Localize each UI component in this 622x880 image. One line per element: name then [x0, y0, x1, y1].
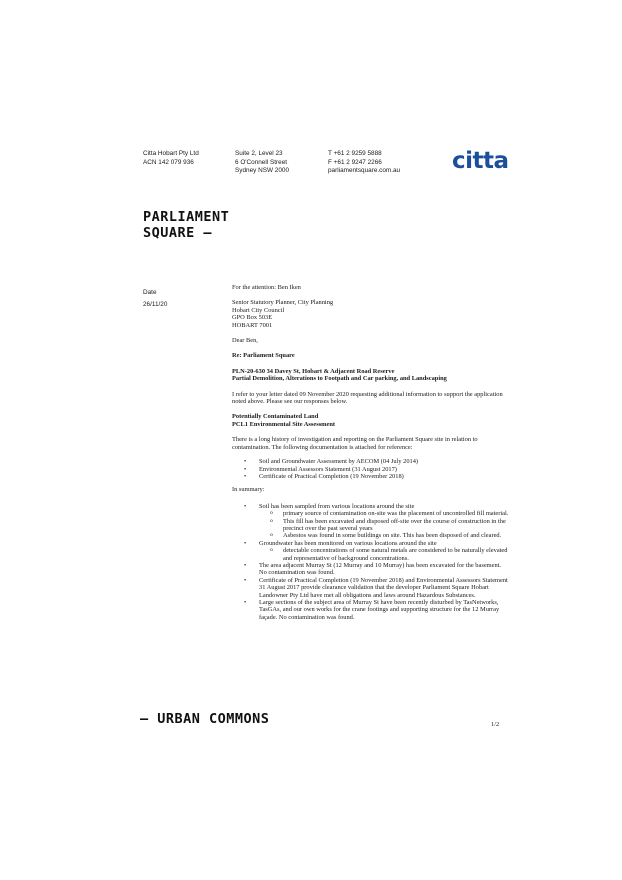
- recipient-line: GPO Box 503E: [232, 314, 273, 322]
- date-label: Date: [143, 289, 157, 296]
- document-item: • Soil and Groundwater Assessment by AECOM (04 July 2014): [232, 458, 510, 465]
- intro-paragraph: I refer to your letter dated 09 November 2020 requesting additional information to support the application noted above. Please see our responses below.: [232, 390, 503, 406]
- summary-item: • Certificate of Practical Completion (19 November 2018) and Environmental Assessors Statement 31 August 2017 provide clearance validation that the developer Parliament Square Hobart Landowner Pty Ltd have met all obligations and laws around Hazardous Substances.: [232, 577, 510, 599]
- summary-subitem: o primary source of contamination on-site was the placement of uncontrolled fill material.: [232, 510, 510, 517]
- summary-subitem: o This fill has been excavated and disposed off-site over the course of construction in the precinct over the past several years: [232, 518, 510, 533]
- address-line: 6 O'Connell Street: [235, 158, 288, 166]
- website-link[interactable]: parliamentsquare.com.au: [328, 167, 401, 175]
- company-info: [143, 150, 199, 167]
- recipient-block: [232, 299, 510, 329]
- citta-logo: [452, 148, 509, 174]
- summary-label: In summary:: [232, 486, 265, 494]
- date-value: 26/11/20: [143, 301, 168, 308]
- fax: F +61 2 9247 2266: [328, 158, 382, 166]
- document-item: • Certificate of Practical Completion (19 November 2018): [232, 473, 510, 480]
- address-line: Suite 2, Level 23: [235, 150, 283, 157]
- brand-line: PARLIAMENT: [143, 209, 230, 225]
- phone: T +61 2 9259 5888: [328, 150, 382, 157]
- summary-item: • The area adjacent Murray St (12 Murray and 10 Murray) has been excavated for the basement. No contamination was found.: [232, 562, 510, 577]
- brand-line: SQUARE —: [143, 225, 213, 241]
- attention-line: For the attention: Ben Iken: [232, 284, 301, 291]
- re-line: Re: Parliament Square: [232, 352, 295, 360]
- parliament-square-brand: [143, 209, 229, 241]
- documents-list: [232, 458, 510, 480]
- subject-line: Partial Demolition, Alterations to Footpath and Car parking, and Landscaping: [232, 375, 447, 383]
- urban-commons-brand: — URBAN COMMONS: [140, 711, 270, 727]
- subject-line: PLN-20-630 34 Davey St, Hobart & Adjacent Road Reserve: [232, 367, 395, 375]
- history-paragraph: There is a long history of investigation and reporting on the Parliament Square site in relation to contamination. The following documentation is attached for reference:: [232, 436, 478, 451]
- recipient-line: Hobart City Council: [232, 306, 285, 314]
- citta-logo-text: citta: [452, 148, 509, 174]
- salutation: Dear Ben,: [232, 337, 258, 345]
- summary-subitem: o Asbestos was found in some buildings on site. This has been disposed of and cleared.: [232, 532, 510, 539]
- section-title: PCL1 Environmental Site Assessment: [232, 420, 336, 428]
- section-title: Potentially Contaminated Land: [232, 413, 319, 421]
- letter-body: [232, 284, 510, 621]
- document-item: • Environmental Assessors Statement (31 August 2017): [232, 466, 510, 473]
- subject-block: [232, 368, 510, 383]
- summary-subitem: o detectable concentrations of some natural metals are considered to be naturally elevated and representative of background concentrations.: [232, 547, 510, 562]
- company-acn: ACN 142 079 936: [143, 158, 194, 166]
- recipient-line: HOBART 7001: [232, 321, 273, 329]
- office-address: [235, 150, 289, 176]
- page-number: 1/2: [491, 721, 500, 728]
- company-name: Citta Hobart Pty Ltd: [143, 150, 199, 157]
- recipient-line: Senior Statutory Planner, City Planning: [232, 299, 334, 307]
- address-line: Sydney NSW 2000: [235, 167, 289, 175]
- section-heading: [232, 413, 510, 428]
- summary-item: • Soil has been sampled from various locations around the site: [232, 503, 510, 510]
- summary-list: [232, 503, 510, 622]
- summary-item: • Groundwater has been monitored on various locations around the site: [232, 540, 510, 547]
- summary-item: • Large sections of the subject area of Murray St have been recently disturbed by TasNetworks, TasGAs, and our own works for the crane footings and supporting structure for the 12 Murray façade. No contamination was found.: [232, 599, 510, 621]
- contact-info: [328, 150, 400, 176]
